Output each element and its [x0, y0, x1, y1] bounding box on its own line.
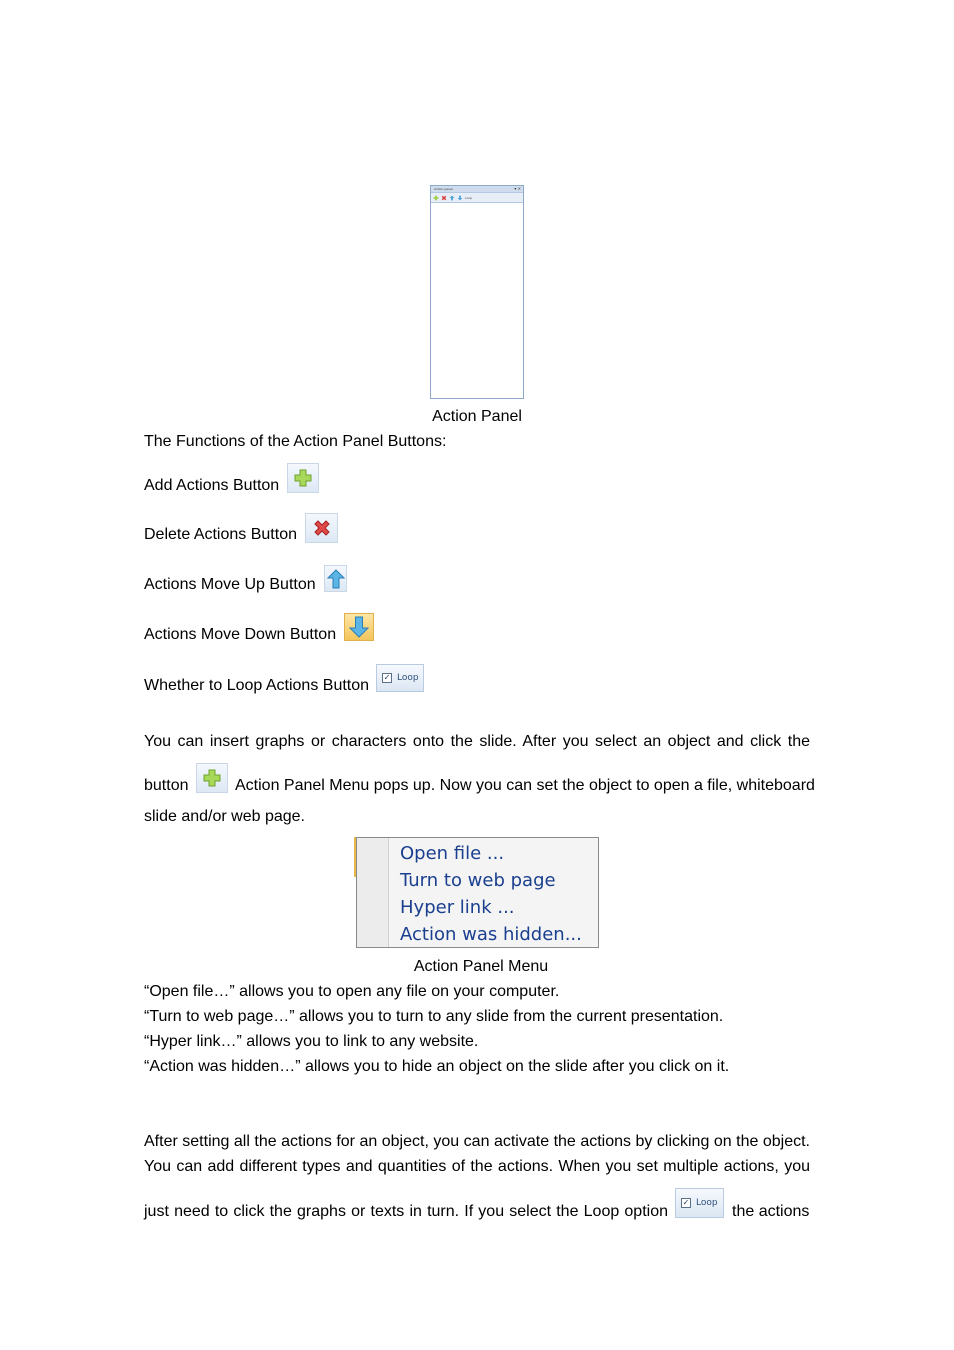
paragraph-2-line-1: After setting all the actions for an object, you can activate the actions by clicking on the object. — [144, 1133, 810, 1150]
move-up-button[interactable] — [324, 565, 347, 592]
menu-item-hyper-link[interactable]: Hyper link ... — [400, 897, 515, 918]
loop-actions-label: Whether to Loop Actions Button — [144, 677, 370, 694]
delete-actions-label: Delete Actions Button — [144, 526, 297, 543]
checkbox-checked-icon: ✓ — [682, 1198, 690, 1207]
delete-icon — [441, 195, 447, 201]
action-panel-menu-caption: Action Panel Menu — [413, 958, 549, 975]
description-action-was-hidden: “Action was hidden…” allows you to hide an object on the slide after you click on it. — [144, 1058, 730, 1075]
arrow-up-icon — [327, 569, 345, 589]
add-actions-button[interactable] — [287, 463, 319, 493]
move-down-button[interactable] — [344, 613, 374, 641]
move-up-label: Actions Move Up Button — [144, 576, 316, 593]
add-icon — [433, 195, 439, 201]
loop-inline-label: Loop — [696, 1198, 718, 1208]
action-panel-screenshot — [430, 185, 524, 399]
paragraph-1-button-word: button — [144, 777, 189, 794]
loop-label: Loop — [465, 195, 473, 200]
arrow-down-icon — [457, 195, 463, 201]
arrow-down-icon — [349, 616, 369, 638]
plus-icon — [293, 468, 313, 488]
description-turn-to-web-page: “Turn to web page…” allows you to turn to any slide from the current presentation. — [144, 1008, 724, 1025]
close-icon: ▾ × — [514, 186, 521, 191]
functions-heading: The Functions of the Action Panel Buttons: — [144, 433, 447, 450]
add-actions-label: Add Actions Button — [144, 477, 280, 494]
paragraph-1-line-2: Action Panel Menu pops up. Now you can set the object to open a file, whiteboard — [235, 777, 815, 794]
paragraph-1-line-1: You can insert graphs or characters onto the slide. After you select an object and click the — [144, 733, 810, 750]
action-panel-caption: Action Panel — [432, 408, 522, 425]
loop-button[interactable] — [376, 664, 424, 692]
delete-x-icon — [311, 517, 333, 539]
description-hyper-link: “Hyper link…” allows you to link to any website. — [144, 1033, 479, 1050]
arrow-up-icon — [449, 195, 455, 201]
action-panel-toolbar — [431, 193, 523, 203]
action-panel-menu — [356, 837, 599, 948]
plus-icon — [202, 768, 222, 788]
move-down-label: Actions Move Down Button — [144, 626, 337, 643]
menu-item-turn-to-web-page[interactable]: Turn to web page — [400, 870, 556, 891]
paragraph-1-line-3: slide and/or web page. — [144, 808, 305, 825]
loop-inline-icon — [675, 1188, 724, 1218]
paragraph-2-line-3-end: the actions — [732, 1203, 810, 1220]
action-panel-titlebar — [431, 186, 523, 193]
menu-icon-strip — [357, 838, 389, 947]
action-panel-title: Action panel — [434, 187, 453, 191]
menu-item-action-was-hidden[interactable]: Action was hidden... — [400, 924, 582, 945]
paragraph-2-line-2: You can add different types and quantities of the actions. When you set multiple actions, you — [144, 1158, 810, 1175]
add-actions-inline-icon — [196, 763, 228, 793]
checkbox-checked-icon: ✓ — [383, 673, 391, 682]
delete-actions-button[interactable] — [305, 513, 338, 543]
loop-button-label: Loop — [397, 673, 419, 683]
menu-item-open-file[interactable]: Open file ... — [400, 843, 505, 864]
description-open-file: “Open file…” allows you to open any file on your computer. — [144, 983, 560, 1000]
paragraph-2-line-3: just need to click the graphs or texts in turn. If you select the Loop option — [144, 1203, 668, 1220]
